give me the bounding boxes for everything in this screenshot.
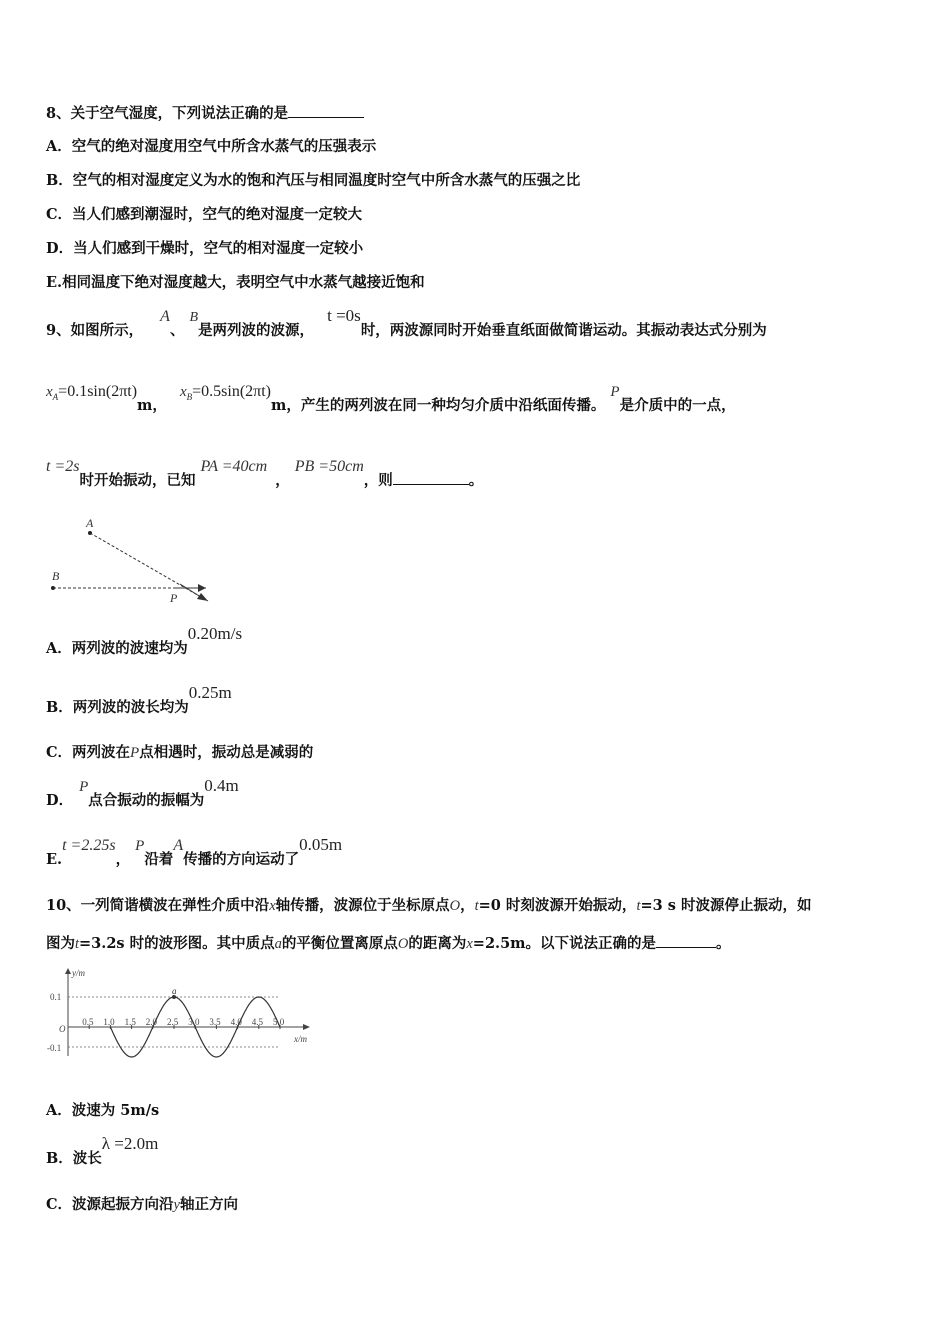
- y-tick-top: 0.1: [50, 992, 62, 1002]
- x-tick-label: 2.0: [145, 1017, 158, 1027]
- q8-stem: 8、关于空气湿度，下列说法正确的是: [46, 103, 364, 124]
- arrow-ap-head: [197, 593, 208, 601]
- y-axis-arrow: [65, 968, 71, 974]
- q9-line1: 9、如图所示， A、 B是两列波的波源， t =0s时，两波源同时开始垂直纸面做简谐运动。其振动表达式分别为: [46, 306, 767, 339]
- origin-label: O: [59, 1024, 66, 1034]
- q10-wave-graph: [46, 966, 318, 1066]
- q8-option-d: D．当人们感到干燥时，空气的相对湿度一定较小: [46, 240, 364, 257]
- q9-figure: [46, 512, 226, 607]
- q9-line3: t =2s时开始振动，已知 PA =40cm， PB =50cm，则 。: [46, 458, 484, 489]
- time-zero: t =0s: [327, 306, 361, 325]
- x-tick-label: 4.5: [251, 1017, 264, 1027]
- figure-label-a: A: [86, 516, 94, 530]
- q10-line2: 图为t=3.2s 时的波形图。其中质点a的平衡位置离原点O的距离为x=2.5m。以下说法正确的是 。: [46, 935, 731, 952]
- x-tick-label: 3.5: [209, 1017, 221, 1027]
- q9-option-b: B．两列波的波长均为0.25m: [46, 683, 232, 716]
- x-axis-arrow: [303, 1024, 310, 1030]
- q8-option-e: E.相同温度下绝对湿度越大，表明空气中水蒸气越接近饱和: [46, 274, 425, 291]
- q8-option-a: A．空气的绝对湿度用空气中所含水蒸气的压强表示: [46, 138, 377, 155]
- arrow-bp-head: [198, 584, 206, 592]
- q10-line1: 10、一列简谐横波在弹性介质中沿x轴传播，波源位于坐标原点O，t=0 时刻波源开始振动，t=3 s 时波源停止振动，如: [46, 897, 812, 914]
- formula-xa: $x_A=0.1\sin(2\pi t)$: [46, 383, 138, 402]
- q9-option-c: C．两列波在P点相遇时，振动总是减弱的: [46, 744, 314, 761]
- point-a-label: a: [172, 986, 177, 996]
- x-axis-label: x/m: [294, 1034, 307, 1044]
- q9-option-e: E.t =2.25s， P沿着A传播的方向运动了0.05m: [46, 835, 343, 868]
- figure-label-p: P: [170, 591, 178, 605]
- x-tick-label: 3.0: [188, 1017, 200, 1027]
- x-tick-label: 5.0: [273, 1017, 285, 1027]
- x-tick-label: 0.5: [82, 1017, 94, 1027]
- x-tick-label: 2.5: [167, 1017, 179, 1027]
- x-tick-label: 1.5: [124, 1017, 136, 1027]
- x-tick-label: 4.0: [230, 1017, 242, 1027]
- formula-xb: $x_B=0.5\sin(2\pi t)$: [179, 383, 271, 402]
- q10-option-b: B．波长λ =2.0m: [46, 1134, 159, 1167]
- q8-option-c: C．当人们感到潮湿时，空气的绝对湿度一定较大: [46, 206, 363, 223]
- answer-blank: [288, 103, 364, 118]
- q10-option-a: A．波速为 5m/s: [46, 1102, 160, 1119]
- y-tick-bottom: -0.1: [47, 1043, 62, 1053]
- distance-pa: PA =40cm: [200, 458, 268, 475]
- q9-option-a: A．两列波的波速均为0.20m/s: [46, 624, 243, 657]
- source-a-label: A: [160, 308, 170, 325]
- source-b-label: B: [189, 310, 199, 325]
- distance-pb: PB =50cm: [294, 458, 364, 475]
- figure-label-b: B: [52, 569, 60, 583]
- time-two: t =2s: [46, 458, 80, 475]
- y-axis-label: y/m: [72, 968, 85, 978]
- q10-option-c: C．波源起振方向沿y轴正方向: [46, 1196, 238, 1213]
- x-tick-label: 1.0: [103, 1017, 115, 1027]
- q8-option-b: B．空气的相对湿度定义为水的饱和汽压与相同温度时空气中所含水蒸气的压强之比: [46, 172, 581, 189]
- q9-line2: $x_A=0.1\sin(2\pi t)m$， $x_B=0.5\sin(2\pi t)m$，产生的两列波在同一种均匀介质中沿纸面传播。 P是介质中的一点，: [46, 383, 736, 414]
- answer-blank: [393, 470, 469, 485]
- answer-blank: [656, 933, 716, 948]
- q9-option-d: D．P点合振动的振幅为0.4m: [46, 776, 239, 809]
